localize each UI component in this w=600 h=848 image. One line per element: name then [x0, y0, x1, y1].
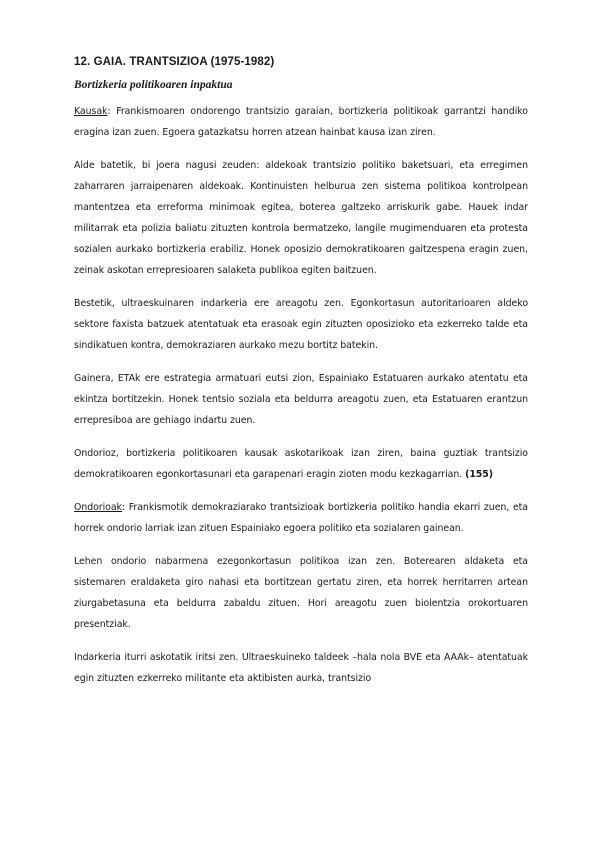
- paragraph-ondorioz: [74, 443, 528, 485]
- document-title: 12. GAIA. TRANTSIZIOA (1975-1982): [74, 56, 275, 68]
- document-subtitle: Bortizkeria politikoaren inpaktua: [74, 79, 233, 91]
- paragraph-gainera: Gainera, ETAk ere estrategia armatuari eutsi zion, Espainiako Estatuaren aurkako atentatu eta ekintza bortitzekin. Honek tentsio soziala eta beldurra areagotu zuen, eta Estatuaren erantzun errepresiboa are gehiago indartu zuen.: [74, 373, 528, 426]
- section-label-kausak: Kausak: [74, 106, 108, 117]
- paragraph-ondorioak: [74, 497, 528, 539]
- paragraph-indarkeria: Indarkeria iturri askotatik iritsi zen. Ultraeskuineko taldeek –hala nola BVE eta AAAk– atentatuak egin zituzten ezkerreko militante eta aktibisten aurka, trantsizio: [74, 652, 528, 684]
- paragraph-lehen-ondorio: Lehen ondorio nabarmena ezegonkortasun politikoa izan zen. Boterearen aldaketa eta sistemaren eraldaketa giro nahasi eta bortitzean gertatu ziren, eta horrek herritarren artean ziurgabetasuna eta beldurra zabaldu zituen. Hori areagotu zuen biolentzia orokortuaren presentziak.: [74, 556, 528, 630]
- citation-number: (155): [465, 469, 493, 480]
- paragraph-alde-batetik: Alde batetik, bi joera nagusi zeuden: aldekoak trantsizio politiko baketsuari, eta erregimen zaharraren jarraipenaren aldekoak. Kontinuisten helburua zen sistema politikoa kontrolpean mantentzea eta erreforma minimoak egitea, boterea galtzeko arriskurik gabe. Hauek indar militarrak eta polizia baliatu zituzten kontrola bermatzeko, langile mugimenduaren eta protesta sozialen aurkako bortizkeria erabiliz. Honek oposizio demokratikoaren gaitzespena eragin zuen, zeinak askotan errepresioaren salaketa publikoa egiten baitzuen.: [74, 160, 528, 276]
- paragraph-bestetik: Bestetik, ultraeskuinaren indarkeria ere areagotu zen. Egonkortasun autoritarioaren aldeko sektore faxista batzuek atentatuak eta erasoak egin zituzten oposizioko eta ezkerreko talde eta sindikatuen kontra, demokraziaren aurkako mezu bortitz batekin.: [74, 298, 528, 351]
- paragraph-kausak: [74, 101, 528, 143]
- section-label-ondorioak: Ondorioak: [74, 502, 122, 513]
- paragraph-text: : Frankismoaren ondorengo trantsizio garaian, bortizkeria politikoak garrantzi handiko eragina izan zuen. Egoera gatazkatsu horren atzean hainbat kausa izan ziren.: [74, 106, 528, 138]
- paragraph-text: Ondorioz, bortizkeria politikoaren kausak askotarikoak izan ziren, baina guztiak trantsizio demokratikoaren egonkortasunari eta garapenari eragin zioten modu kezkagarrian.: [74, 448, 528, 480]
- paragraph-text: : Frankismotik demokraziarako trantsizioak bortizkeria politiko handia ekarri zuen, eta horrek ondorio larriak izan zituen Espainiako egoera politiko eta sozialaren gainean.: [74, 502, 528, 534]
- document-page: [74, 56, 528, 701]
